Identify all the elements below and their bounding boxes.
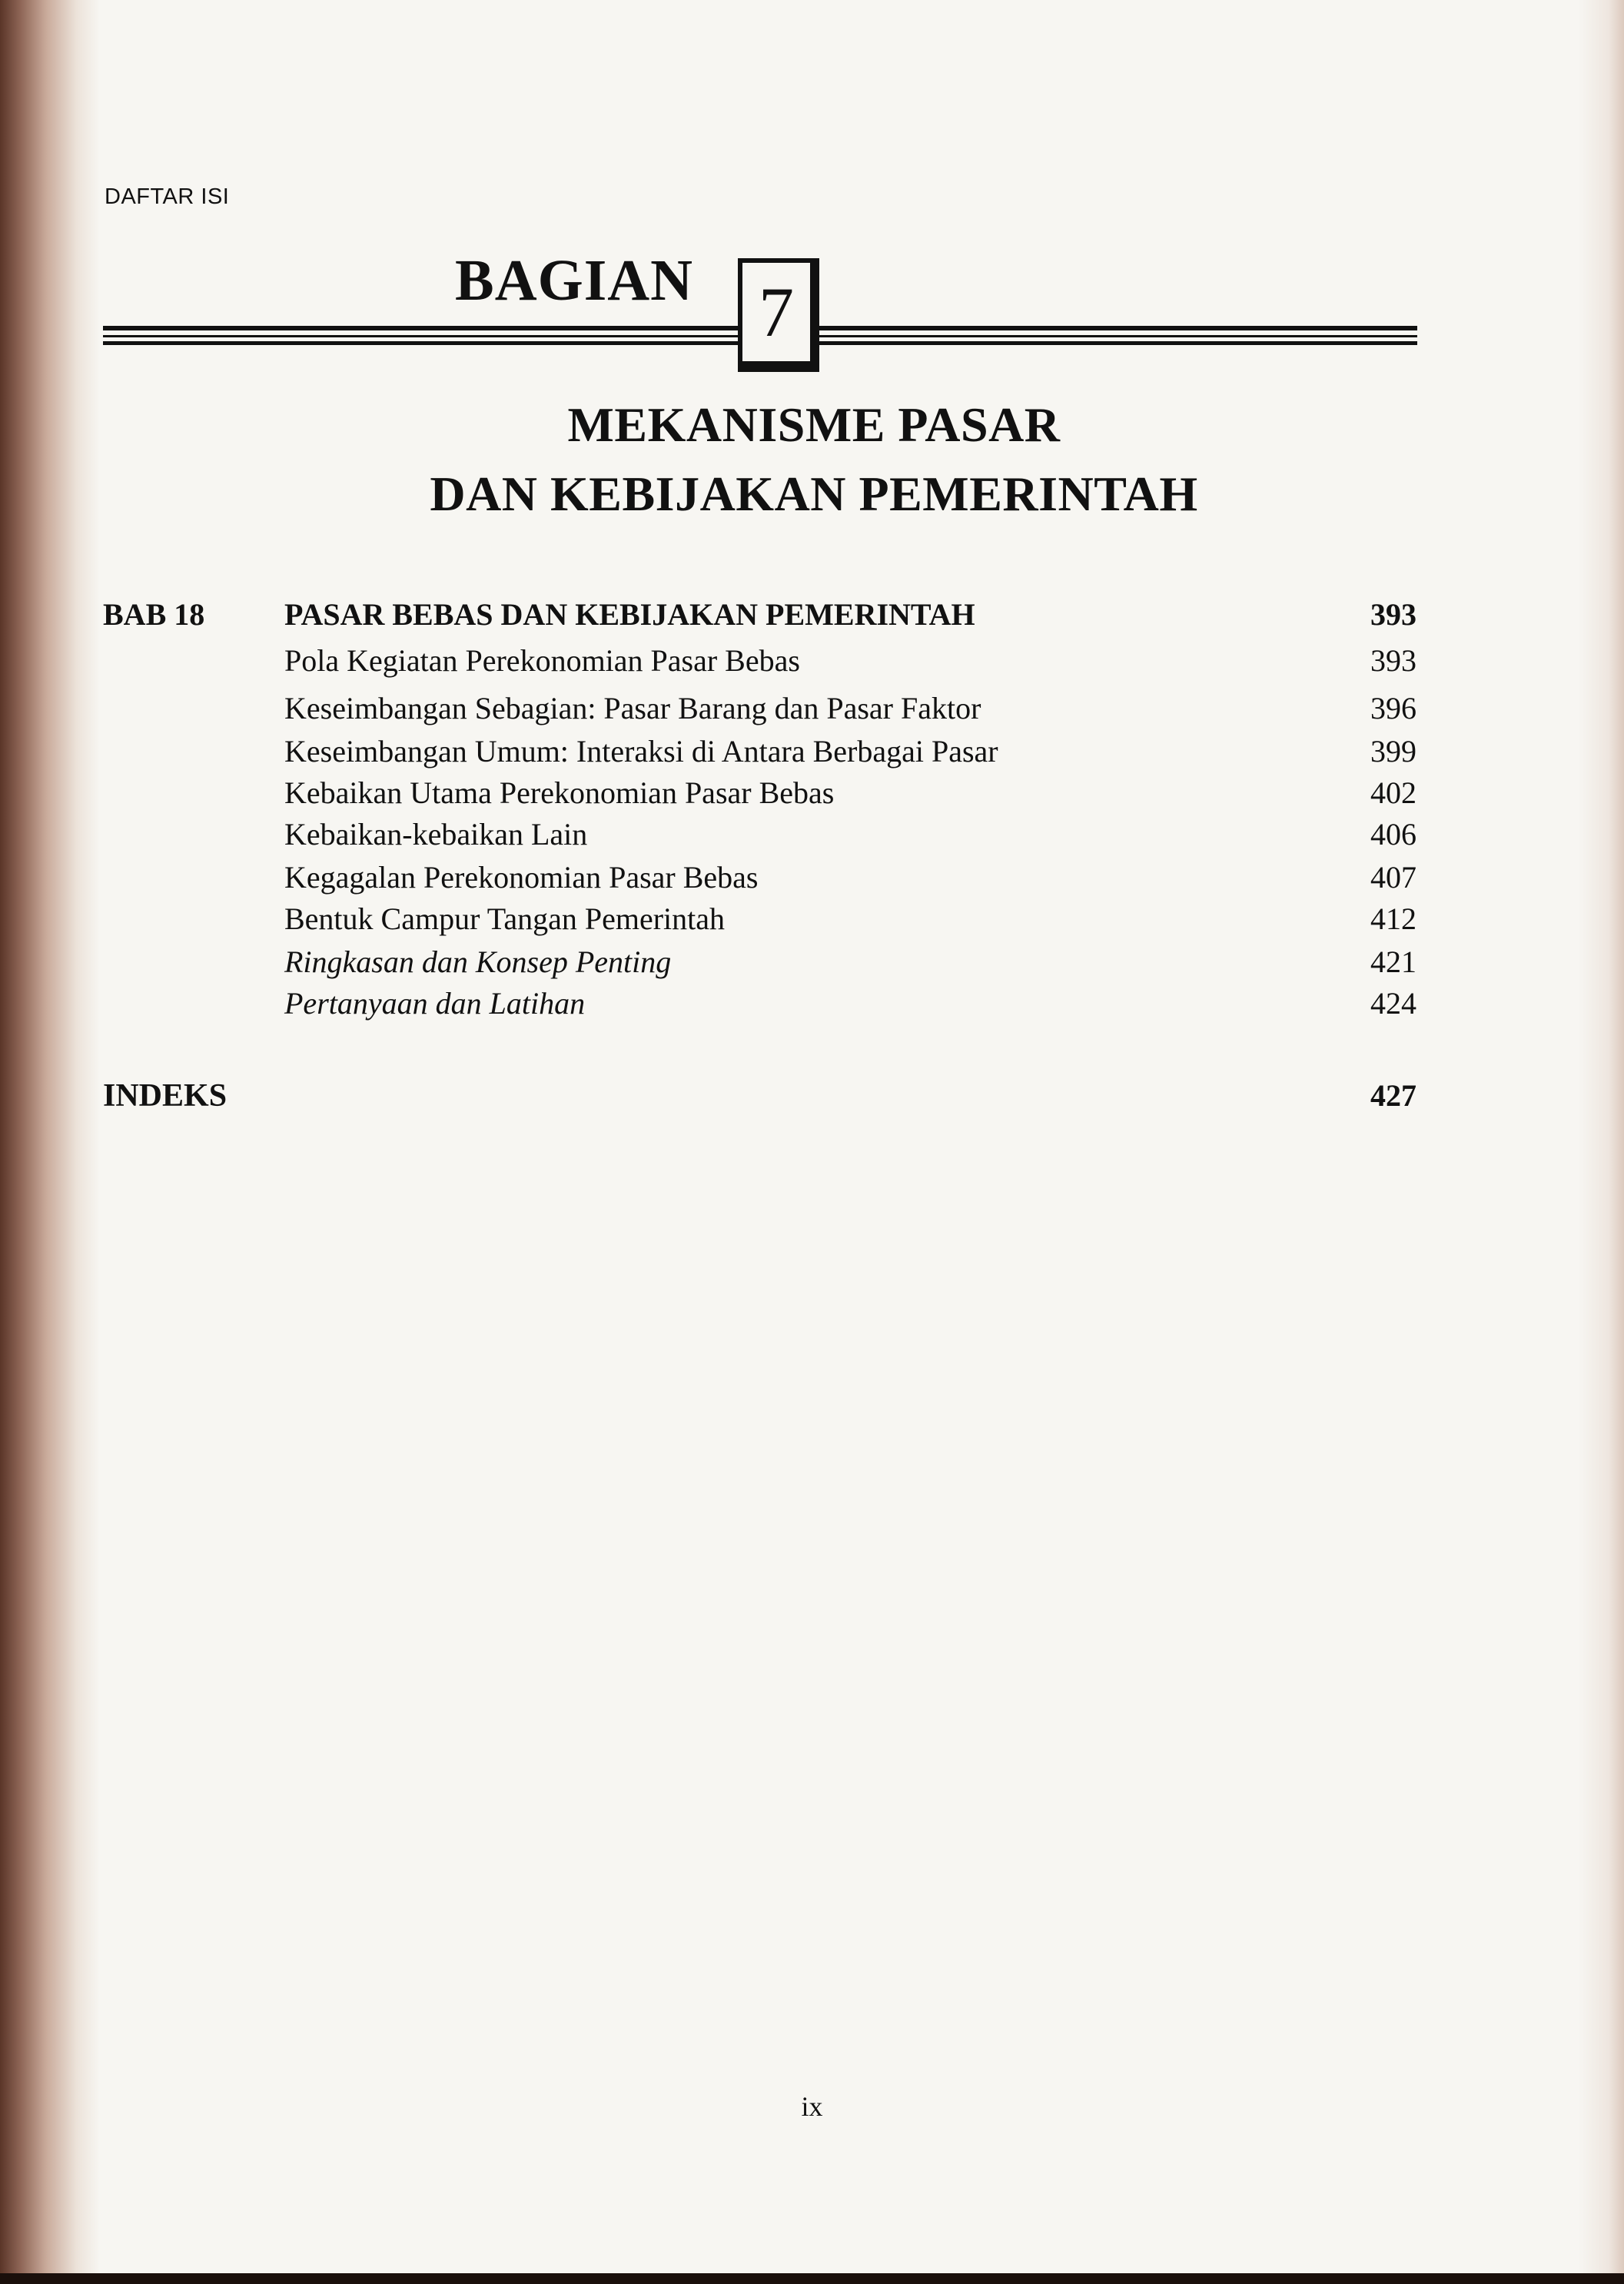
toc-section-row[interactable] [0, 733, 1624, 770]
index-page: 427 [1370, 1078, 1416, 1113]
book-spine-shadow [0, 0, 100, 2284]
chapter-number: BAB 18 [103, 597, 205, 632]
section-page: 412 [1370, 901, 1416, 936]
section-title: Keseimbangan Umum: Interaksi di Antara Berbagai Pasar [284, 734, 998, 769]
section-title: Pola Kegiatan Perekonomian Pasar Bebas [284, 643, 800, 678]
toc-section-row[interactable] [0, 775, 1624, 812]
chapter-title: PASAR BEBAS DAN KEBIJAKAN PEMERINTAH [284, 597, 975, 632]
section-page: 424 [1370, 986, 1416, 1021]
toc-index-row[interactable] [0, 1077, 1624, 1114]
section-title: Bentuk Campur Tangan Pemerintah [284, 901, 726, 936]
toc-section-row[interactable] [0, 690, 1624, 727]
toc-section-row[interactable] [0, 901, 1624, 938]
section-page: 406 [1370, 817, 1416, 852]
page-folio: ix [801, 2091, 823, 2122]
toc-section-row[interactable] [0, 985, 1624, 1022]
toc-chapter-row[interactable] [0, 596, 1624, 633]
section-page: 407 [1370, 860, 1416, 895]
part-title-line-1: MEKANISME PASAR [567, 397, 1061, 452]
toc-section-row[interactable] [0, 944, 1624, 981]
section-title: Keseimbangan Sebagian: Pasar Barang dan Pasar Faktor [284, 691, 981, 725]
section-title: Kebaikan-kebaikan Lain [284, 817, 588, 852]
toc-section-row[interactable] [0, 642, 1624, 679]
section-title: Kegagalan Perekonomian Pasar Bebas [284, 860, 759, 895]
section-page: 402 [1370, 775, 1416, 810]
index-label: INDEKS [103, 1078, 227, 1114]
page-edge-shadow [1578, 0, 1624, 2284]
scan-bottom-border [0, 2273, 1624, 2284]
toc-section-row[interactable] [0, 816, 1624, 853]
part-number-box [738, 258, 819, 372]
part-number: 7 [742, 263, 810, 361]
section-page: 393 [1370, 643, 1416, 678]
summary-title: Ringkasan dan Konsep Penting [284, 944, 672, 979]
section-page: 421 [1370, 944, 1416, 979]
part-title-line-2: DAN KEBIJAKAN PEMERINTAH [430, 466, 1198, 521]
running-head: DAFTAR ISI [105, 184, 230, 209]
section-title: Kebaikan Utama Perekonomian Pasar Bebas [284, 775, 835, 810]
part-label: BAGIAN [455, 248, 694, 313]
section-page: 399 [1370, 734, 1416, 769]
section-page: 396 [1370, 691, 1416, 725]
chapter-page: 393 [1370, 597, 1416, 632]
exercises-title: Pertanyaan dan Latihan [284, 986, 586, 1021]
toc-section-row[interactable] [0, 859, 1624, 896]
